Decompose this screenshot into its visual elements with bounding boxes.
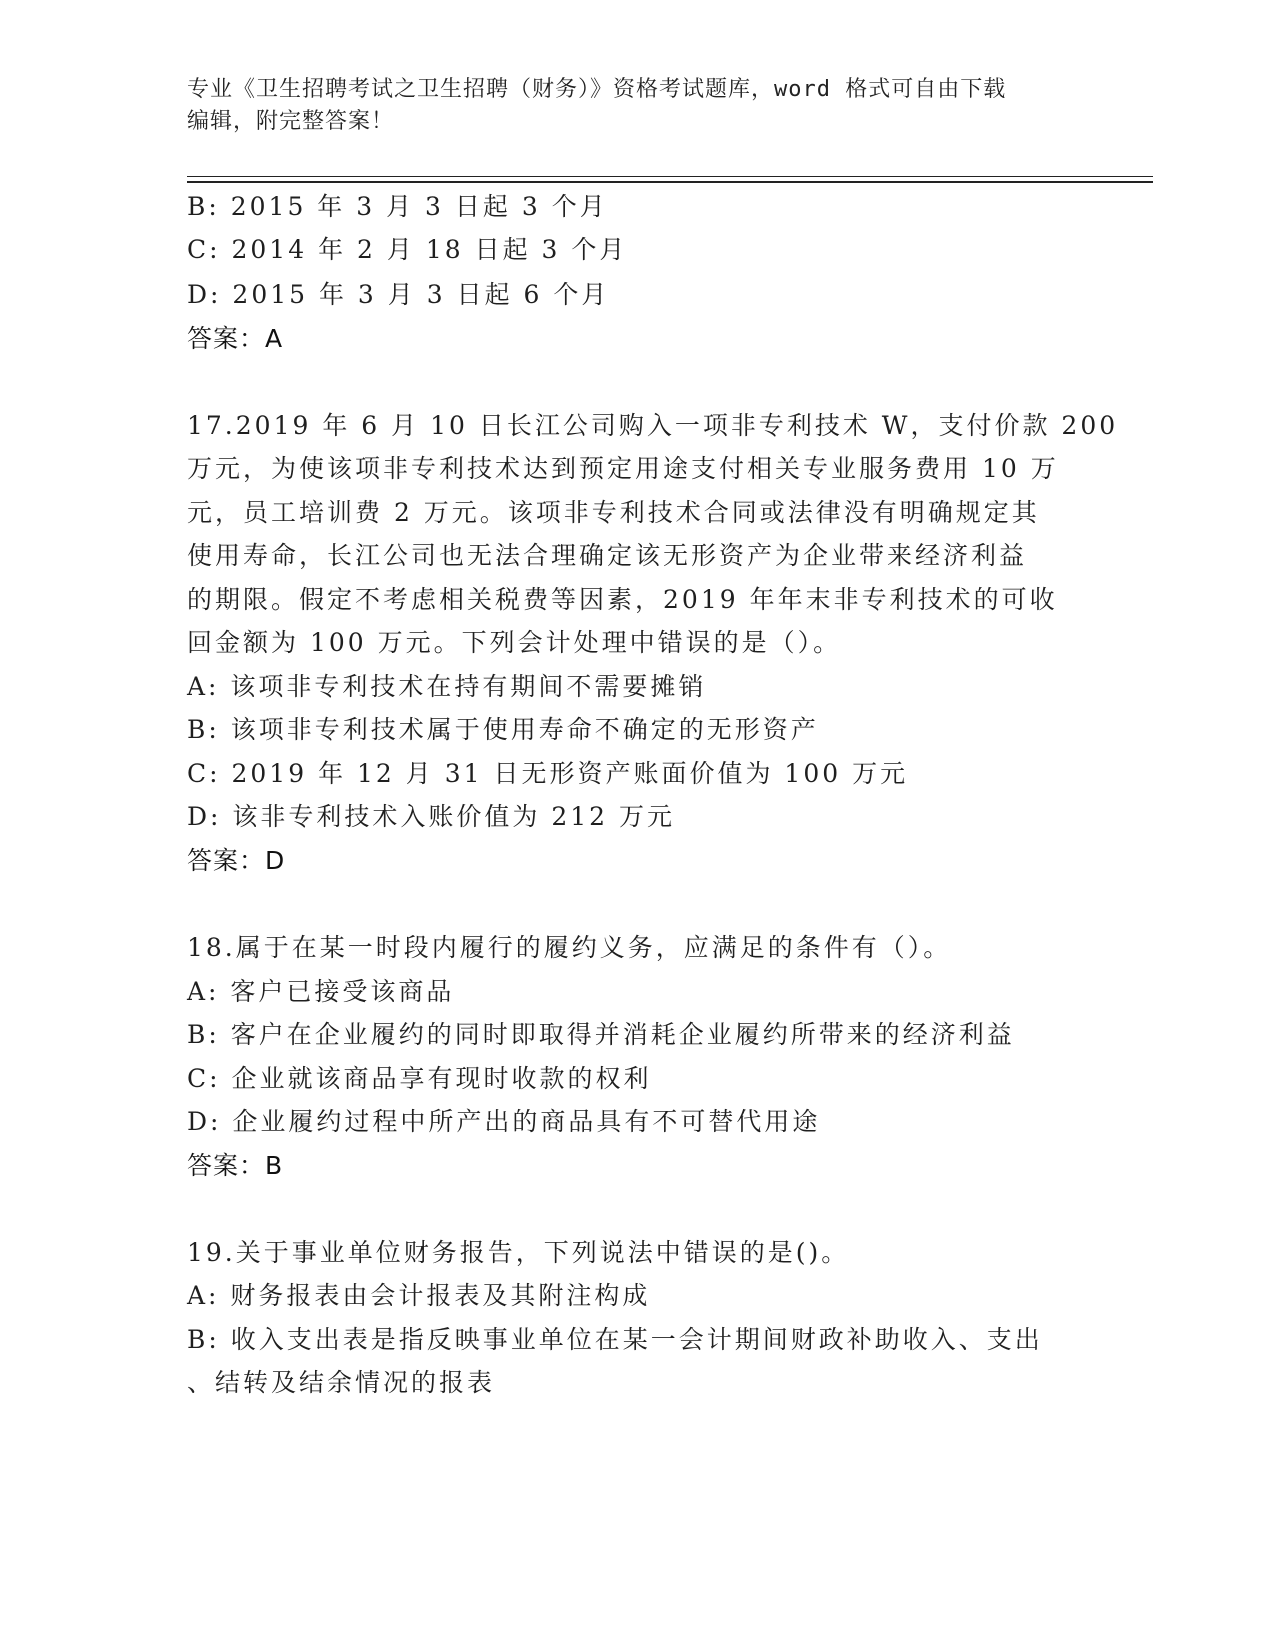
q17-answer: 答案：D [187, 846, 286, 875]
header-line-2: 编辑，附完整答案！ [187, 109, 395, 134]
q17-stem-line-1: 17.2019 年 6 月 10 日长江公司购入一项非专利技术 W，支付价款 200 [187, 411, 1119, 440]
q18-option-d: D: 企业履约过程中所产出的商品具有不可替代用途 [187, 1107, 821, 1136]
document-header [187, 74, 1087, 138]
q18-option-b: B: 客户在企业履约的同时即取得并消耗企业履约所带来的经济利益 [187, 1020, 1015, 1049]
q19-option-b-line-2: 、结转及结余情况的报表 [187, 1368, 496, 1397]
header-divider-thick [187, 181, 1153, 183]
header-divider-thin [187, 176, 1153, 177]
q17-option-d: D: 该非专利技术入账价值为 212 万元 [187, 802, 676, 831]
header-line-1: 专业《卫生招聘考试之卫生招聘（财务）》资格考试题库，word 格式可自由下载 [187, 77, 1007, 102]
q18-answer: 答案：B [187, 1151, 284, 1180]
q17-option-b: B: 该项非专利技术属于使用寿命不确定的无形资产 [187, 715, 819, 744]
q16-option-d: D: 2015 年 3 月 3 日起 6 个月 [187, 280, 610, 309]
q17-stem-line-4: 使用寿命，长江公司也无法合理确定该无形资产为企业带来经济利益 [187, 541, 1028, 570]
q16-answer: 答案：A [187, 324, 284, 353]
q17-stem-line-2: 万元，为使该项非专利技术达到预定用途支付相关专业服务费用 10 万 [187, 454, 1059, 483]
q17-option-c: C: 2019 年 12 月 31 日无形资产账面价值为 100 万元 [187, 759, 909, 788]
q19-stem: 19.关于事业单位财务报告，下列说法中错误的是()。 [187, 1238, 850, 1267]
q17-stem-line-3: 元，员工培训费 2 万元。该项非专利技术合同或法律没有明确规定其 [187, 498, 1040, 527]
q17-stem-line-5: 的期限。假定不考虑相关税费等因素，2019 年年末非专利技术的可收 [187, 585, 1058, 614]
q19-option-b-line-1: B: 收入支出表是指反映事业单位在某一会计期间财政补助收入、支出 [187, 1325, 1043, 1354]
q16-option-b: B: 2015 年 3 月 3 日起 3 个月 [187, 192, 608, 221]
q16-option-c: C: 2014 年 2 月 18 日起 3 个月 [187, 235, 628, 264]
q18-option-a: A: 客户已接受该商品 [187, 977, 455, 1006]
q17-stem-line-6: 回金额为 100 万元。下列会计处理中错误的是（）。 [187, 628, 842, 657]
q18-option-c: C: 企业就该商品享有现时收款的权利 [187, 1064, 652, 1093]
q18-stem: 18.属于在某一时段内履行的履约义务，应满足的条件有（）。 [187, 933, 952, 962]
q19-option-a: A: 财务报表由会计报表及其附注构成 [187, 1281, 651, 1310]
q17-option-a: A: 该项非专利技术在持有期间不需要摊销 [187, 672, 707, 701]
